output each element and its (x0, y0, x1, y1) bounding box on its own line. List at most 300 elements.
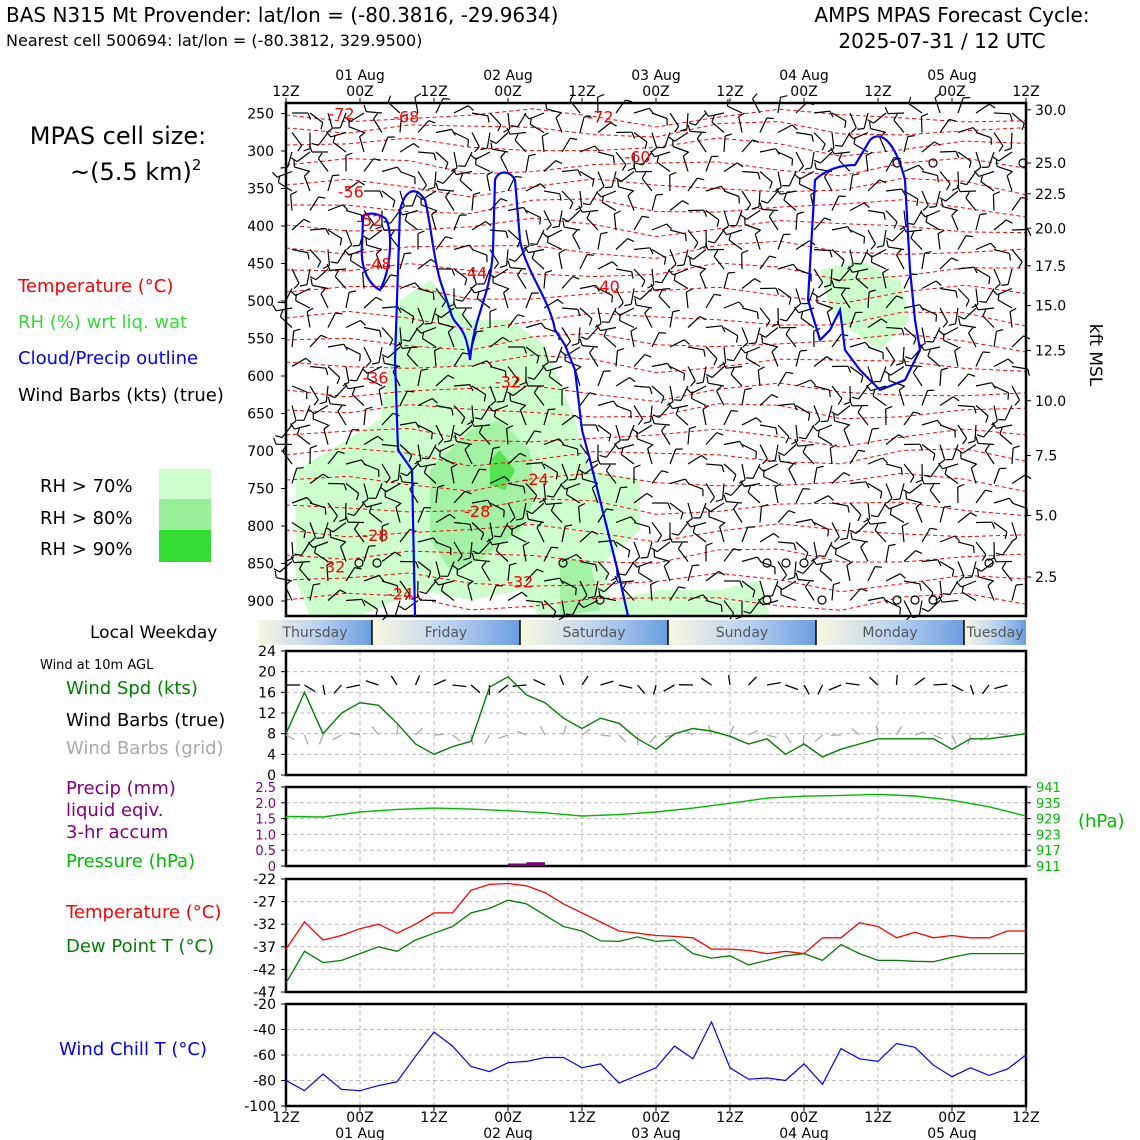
wind-barb-flag (820, 564, 823, 571)
wind-barb-flag (479, 469, 486, 470)
wind-barb-flag (821, 421, 828, 422)
wind-barb (307, 312, 310, 328)
isotherm-label: -52 (356, 211, 383, 230)
wind-barb (580, 393, 590, 406)
wind-barb-flag (500, 265, 507, 267)
wind-barb (710, 503, 724, 512)
wind-barb-flag (817, 466, 824, 467)
pressure-tick-label: 923 (1036, 828, 1061, 844)
wind-barb (652, 250, 666, 258)
wind-barb (760, 395, 772, 406)
wind-barb (676, 414, 688, 425)
wind-barb (296, 289, 310, 296)
wind-barb-flag (291, 192, 297, 195)
wind-barb-flag (674, 400, 681, 401)
wind-barb-flag (974, 546, 975, 553)
wind-barb-flag (630, 378, 636, 382)
wind-barb-flag (587, 212, 590, 218)
wind-barb (634, 248, 650, 250)
wind-barb-flag (542, 133, 548, 136)
wind-barb (994, 331, 997, 347)
wind-barb (796, 241, 809, 250)
wind-barb-flag (350, 380, 357, 381)
wind-barb-flag (786, 372, 793, 373)
wind-barb (759, 191, 760, 207)
wind-barb (542, 136, 544, 152)
wind-barb-grid (786, 735, 792, 743)
wind-barb (678, 523, 688, 536)
wind-barb (530, 124, 544, 132)
wind-barb (868, 567, 875, 581)
wind-barb-flag (335, 313, 342, 314)
wind-barb (784, 445, 796, 456)
wind-barb (590, 353, 599, 367)
wind-barb-flag (805, 553, 808, 560)
wind-barb-flag (480, 148, 487, 149)
wind-barb (472, 195, 473, 211)
wind-barb (850, 503, 861, 515)
wind-barb-flag (280, 310, 283, 317)
wind-barb-flag (524, 114, 529, 119)
wind-barb-flag (573, 277, 580, 280)
wind-barb-true (391, 676, 397, 685)
wind-barb (921, 117, 922, 133)
wind-barb (688, 367, 695, 381)
wind-barb-flag (887, 240, 889, 247)
wind-barb-flag (1013, 446, 1020, 448)
wind-barb-flag (789, 511, 796, 513)
wind-barb (405, 220, 418, 230)
wind-barb (508, 592, 522, 600)
wind-barb-flag (864, 203, 869, 208)
cross-section-panel (247, 68, 1066, 620)
wind-barb-flag (789, 298, 791, 305)
wind-barb (742, 140, 753, 152)
height-tick-label: 15.0 (1035, 298, 1067, 315)
wind-barb (724, 273, 728, 289)
wind-barb (886, 464, 902, 468)
wind-barb-flag (530, 244, 537, 245)
isotherm-label: -28 (362, 526, 389, 545)
wind-barb-flag (704, 350, 705, 357)
wind-barb-flag (796, 573, 798, 580)
wind-barb (764, 477, 778, 484)
wind-barb (814, 468, 817, 484)
wind-barb-flag (722, 326, 725, 332)
wind-barb-flag (1010, 253, 1011, 260)
wind-barb-flag (971, 513, 977, 517)
wind-barb-flag (552, 226, 559, 227)
wind-barb-flag (884, 504, 889, 509)
wind-barb (836, 542, 850, 549)
wind-barb-flag (1019, 262, 1023, 268)
wind-barb (796, 425, 798, 441)
wind-barb (994, 498, 1009, 503)
wind-barb (778, 404, 794, 406)
wind-barb-flag (577, 449, 578, 456)
wind-barb (382, 307, 398, 308)
wind-barb-flag (741, 215, 747, 219)
wind-barb (868, 230, 876, 244)
wind-barb (940, 289, 956, 292)
time-tick-bottom: 12Z (568, 1110, 596, 1126)
time-tick-bottom: 00Z (346, 1110, 374, 1126)
wind-barb-flag (926, 342, 933, 343)
wind-barb (894, 120, 904, 132)
wind-barb (765, 328, 778, 338)
wind-barb (832, 334, 841, 347)
wind-barb-flag (902, 329, 904, 336)
wind-barb (418, 152, 434, 153)
wind-barb (870, 523, 886, 525)
wind-barb (556, 347, 562, 362)
wind-barb (768, 191, 779, 203)
wind-barb (418, 172, 427, 186)
wind-barb-flag (800, 350, 807, 351)
wind-barb (916, 508, 922, 523)
wind-barb (598, 152, 614, 156)
date-tick-bottom: 03 Aug (631, 1126, 681, 1140)
y-tick-label: 20 (258, 664, 276, 681)
forecast-cycle-title: AMPS MPAS Forecast Cycle: (814, 3, 1090, 27)
isotherm-label: -48 (365, 254, 392, 274)
wind-barb (1005, 406, 1012, 421)
wind-barb-flag (952, 258, 958, 261)
wind-barb (958, 236, 966, 250)
wind-barb-flag (758, 173, 760, 180)
wind-barb (907, 499, 923, 503)
wind-barb (814, 523, 828, 530)
wind-barb (742, 390, 745, 406)
wind-barb-flag (369, 546, 376, 547)
wind-barb (454, 133, 468, 140)
wind-barb-flag (875, 567, 882, 568)
wind-barb-flag (617, 349, 624, 351)
wind-barb (871, 129, 887, 133)
rh80-swatch (159, 499, 211, 530)
wind-barb-flag (1002, 562, 1006, 568)
wind-barb (850, 230, 865, 237)
wind-barb (547, 109, 563, 113)
wind-barb-flag (456, 299, 463, 301)
wind-barb-flag (851, 128, 856, 133)
wind-barb-flag (349, 291, 356, 292)
wind-barb-flag (911, 274, 918, 275)
wind-barb (579, 328, 580, 344)
wind-barb-flag (884, 213, 886, 220)
wind-barb-true (818, 685, 823, 695)
wind-barb (472, 113, 488, 116)
wind-barb-flag (788, 577, 795, 579)
wind-barb-flag (576, 588, 577, 595)
wind-barb (379, 347, 382, 363)
wind-barb-flag (304, 149, 311, 152)
wind-barb (919, 601, 922, 617)
wind-barb (328, 205, 343, 211)
wind-barb-flag (547, 225, 552, 230)
wind-barb (706, 433, 717, 445)
wind-barb-flag (662, 471, 669, 473)
wind-barb-flag (755, 230, 761, 234)
wind-barb (745, 225, 760, 231)
wind-barb (504, 293, 508, 308)
wind-barb-flag (668, 503, 671, 510)
wind-barb (681, 386, 688, 400)
wind-barb (454, 152, 457, 168)
wind-barb-flag (836, 548, 837, 555)
wind-barb (772, 352, 778, 367)
wind-barb-flag (628, 239, 634, 242)
wind-barb-flag (953, 570, 954, 577)
wind-barb (706, 326, 722, 328)
wind-barb-flag (404, 253, 411, 254)
wind-barb-flag (683, 201, 689, 205)
wind-barb-flag (966, 300, 969, 306)
wind-barb-flag (770, 182, 772, 189)
wind-barb-flag (399, 606, 405, 610)
wind-barb (814, 250, 830, 251)
wind-barb-flag (433, 293, 434, 300)
wind-barb (904, 551, 916, 562)
wind-barb-flag (596, 425, 599, 432)
wind-barb (346, 321, 360, 328)
wind-barb-flag (572, 343, 579, 345)
wind-barb-flag (468, 140, 469, 147)
wind-barb (778, 289, 791, 298)
wind-barb-flag (518, 269, 522, 275)
wind-barb (753, 464, 760, 478)
wind-barb (830, 448, 832, 464)
wind-barb (922, 172, 938, 176)
wind-barb-flag (645, 308, 650, 313)
wind-barb (994, 469, 1000, 484)
wind-barb (872, 250, 886, 258)
wind-barb (472, 222, 486, 231)
wind-barb-flag (815, 420, 820, 425)
wind-barb (369, 230, 382, 240)
wind-barb (706, 157, 712, 172)
wind-barb (706, 464, 722, 465)
wind-barb (904, 464, 914, 477)
wind-barb (994, 113, 1010, 114)
wind-barb-flag (580, 339, 582, 346)
wind-barb-flag (372, 363, 379, 364)
wind-barb (762, 209, 778, 210)
wind-barb-flag (462, 309, 466, 315)
wspd-label: Wind Spd (kts) (66, 678, 198, 699)
wind-barb (292, 468, 297, 483)
wind-barb (742, 172, 758, 173)
wind-barb (655, 152, 670, 157)
wind-barb (612, 172, 616, 188)
wind-barb (465, 152, 472, 166)
y-tick-label: 2.0 (255, 796, 276, 812)
wind-barb-flag (543, 233, 548, 238)
wind-barb (476, 152, 490, 159)
wind-barb-flag (407, 391, 414, 392)
wind-barb-flag (304, 171, 309, 176)
wind-barb (726, 502, 742, 503)
wind-barb-flag (851, 532, 852, 539)
wind-barb (795, 562, 796, 578)
wind-barb (940, 397, 953, 406)
wind-barb-flag (700, 269, 705, 274)
wind-barb-flag (789, 464, 794, 469)
weekday-name: Monday (862, 625, 918, 641)
wind-barb-flag (966, 192, 970, 198)
y-tick-label: 4 (267, 747, 276, 764)
time-tick-top: 00Z (494, 84, 522, 100)
isotherm-label: -44 (461, 263, 488, 283)
wind-barb-flag (758, 367, 764, 370)
wind-barb-flag (488, 116, 489, 123)
pressure-tick-label: 250 (247, 106, 274, 123)
wind-barb-flag (504, 288, 510, 292)
isotherm-label: -68 (393, 107, 420, 127)
wind-barb-flag (340, 239, 341, 246)
wind-barb-flag (883, 458, 888, 463)
wind-barb (979, 172, 994, 177)
wind-barb (436, 237, 446, 250)
wind-barb-flag (965, 577, 972, 578)
wind-barb-flag (331, 262, 338, 263)
wind-barb-flag (870, 122, 871, 129)
wind-barb-flag (278, 302, 285, 303)
wind-barb (911, 238, 922, 250)
wind-barb (978, 443, 994, 444)
wind-barb (636, 305, 652, 308)
wind-barb-grid (749, 731, 758, 735)
wind-barb-flag (319, 197, 326, 198)
wind-barb-flag (983, 352, 990, 353)
wind-barb-flag (658, 535, 662, 541)
wind-barb (598, 234, 601, 250)
wind-barb (814, 496, 828, 503)
wind-barb (626, 562, 635, 576)
wind-barb-flag (329, 395, 336, 398)
wind-barb-grid (305, 735, 309, 744)
wind-barb-flag (764, 470, 765, 477)
wind-barb (796, 380, 811, 386)
wind-speed-panel (258, 644, 1026, 784)
wind-barb-flag (614, 156, 615, 163)
wind-barb-flag (686, 289, 692, 292)
wind-barb-flag (893, 499, 900, 500)
wind-barb (321, 294, 328, 308)
wind-barb (688, 347, 704, 350)
wind-barb (631, 289, 634, 305)
wind-barb (994, 250, 1010, 254)
wind-barb (614, 214, 616, 230)
wind-barb-flag (758, 312, 759, 319)
weekday-name: Thursday (282, 625, 348, 641)
wind-barb (562, 277, 573, 289)
wind-barb (796, 133, 812, 136)
wind-barb (922, 308, 937, 315)
wind-barb-flag (596, 192, 601, 197)
height-tick-label: 2.5 (1035, 570, 1058, 586)
legend-temperature: Temperature (°C) (18, 276, 174, 297)
wind-barb (1012, 250, 1022, 262)
wind-barb (904, 328, 916, 339)
wind-barb (958, 374, 969, 386)
wind-barb (670, 312, 673, 328)
wind-barb (1003, 542, 1012, 555)
wind-barb (662, 431, 671, 445)
wind-barb-flag (969, 328, 974, 333)
wind-barb (310, 197, 319, 211)
wind-barb (700, 274, 706, 289)
wind-barb (510, 133, 526, 135)
y-tick-label: 1.5 (255, 812, 276, 828)
y-tick-label: -20 (253, 997, 276, 1013)
wind-barb-flag (720, 522, 726, 526)
wind-barb-flag (393, 201, 395, 208)
wind-barb-flag (776, 149, 780, 155)
wind-barb-flag (631, 328, 637, 332)
wind-barb-flag (877, 246, 884, 248)
wind-barb-flag (656, 194, 663, 195)
wind-barb (989, 152, 994, 167)
wind-barb (421, 205, 436, 211)
y-tick-label: -40 (253, 1022, 276, 1039)
wind-barb (976, 269, 990, 277)
wind-barb-flag (683, 152, 689, 156)
date-tick-top: 01 Aug (335, 68, 385, 84)
pressure-tick-label: 450 (247, 256, 274, 273)
time-tick-top: 00Z (790, 84, 818, 100)
wind-barb-flag (1006, 220, 1012, 224)
wind-barb-flag (739, 113, 745, 117)
wind-barb-grid (767, 735, 777, 738)
wind-barb (436, 152, 448, 163)
wind-barb (318, 159, 328, 172)
wind-barb-flag (647, 493, 653, 497)
wind-barb-flag (380, 331, 381, 338)
wind-barb (435, 172, 436, 188)
wind-barb-flag (308, 113, 311, 120)
wind-barb-flag (780, 319, 787, 321)
wind-barb (652, 471, 662, 484)
wind-barb (960, 191, 976, 192)
wind-barb (868, 180, 880, 191)
wind-barb-true (582, 676, 588, 685)
wind-barb-flag (991, 243, 996, 248)
kft-axis-label: kft MSL (1085, 323, 1105, 387)
wind-barb-flag (624, 304, 631, 305)
wind-barb-flag (772, 395, 778, 398)
wind-barb (328, 344, 344, 347)
wind-barb (715, 230, 724, 243)
date-tick-top: 04 Aug (779, 68, 829, 84)
wind-barb (742, 328, 748, 343)
wind-barb (508, 113, 510, 129)
wind-barb (886, 484, 892, 499)
wind-barb (976, 289, 978, 305)
wind-barb (292, 406, 296, 422)
wind-barb-flag (670, 172, 677, 175)
wind-barb-true (846, 683, 860, 685)
wind-barb-flag (919, 165, 924, 170)
wind-barb (379, 390, 382, 406)
precip-label-2: liquid eqiv. (66, 800, 164, 821)
wind-barb (436, 129, 452, 132)
wind-barb-grid (286, 735, 295, 740)
wind-barb-flag (805, 168, 812, 170)
wind-barb-flag (635, 557, 640, 562)
isotherm-label: -24 (387, 584, 414, 604)
cell-size-exp: 2 (191, 156, 202, 174)
